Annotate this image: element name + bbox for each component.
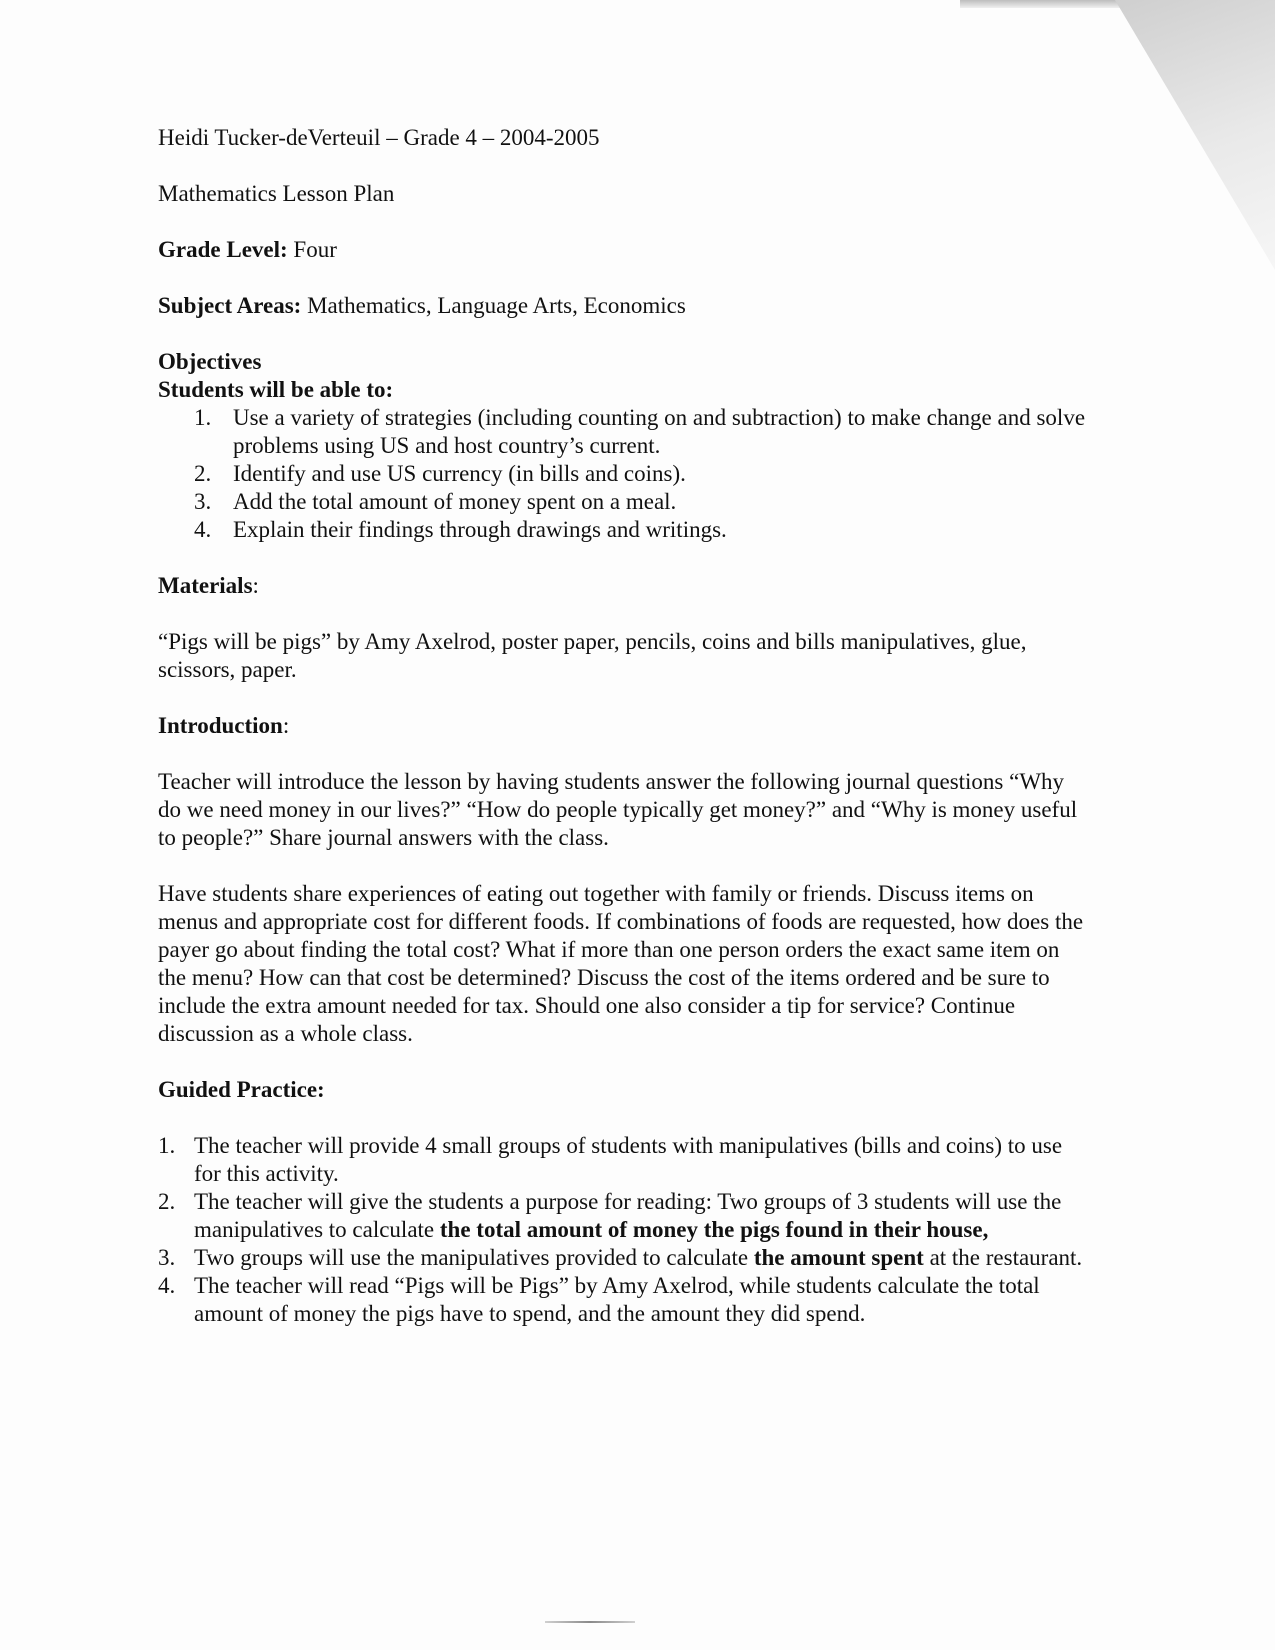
list-number: 1. <box>194 405 212 430</box>
objective-text: Identify and use US currency (in bills and coins). <box>233 461 686 486</box>
materials-colon: : <box>252 573 259 598</box>
introduction-paragraph-1: Teacher will introduce the lesson by having students answer the following journal questions “Why do we need money in our lives?” “How do people typically get money?” and “Why is money useful to people?” Share journal answers with the class. <box>158 769 1078 850</box>
guided-practice-bold-text: the amount spent <box>753 1245 924 1270</box>
introduction-heading <box>158 712 1088 740</box>
subject-areas-line <box>158 292 1088 320</box>
objective-item <box>158 488 1088 516</box>
objective-item <box>158 516 1088 544</box>
list-number: 3. <box>158 1245 176 1270</box>
guided-practice-text: The teacher will read “Pigs will be Pigs” by Amy Axelrod, while students calculate the total amount of money the pigs have to spend, and the amount they did spend. <box>194 1273 1040 1326</box>
introduction-paragraph-2: Have students share experiences of eating out together with family or friends. Discuss items on menus and appropriate cost for different foods. If combinations of foods are requested, how does the payer go about finding the total cost? What if more than one person orders the exact same item on the menu? How can that cost be determined? Discuss the cost of the items ordered and be sure to include the extra amount needed for tax. Should one also consider a tip for service? Continue discussion as a whole class. <box>158 881 1084 1046</box>
objectives-subheading: Students will be able to: <box>158 377 394 402</box>
guided-practice-text: Two groups will use the manipulatives provided to calculate <box>194 1245 754 1270</box>
list-number: 4. <box>158 1273 176 1298</box>
guided-practice-text-after: at the restaurant. <box>923 1245 1083 1270</box>
subject-areas-value: Mathematics, Language Arts, Economics <box>307 293 686 318</box>
guided-practice-heading: Guided Practice: <box>158 1077 325 1102</box>
guided-practice-bold-text: the total amount of money the pigs found in their house, <box>439 1217 989 1242</box>
guided-practice-item <box>158 1272 1088 1328</box>
lesson-plan-body <box>158 124 1088 1328</box>
grade-level-value: Four <box>293 237 337 262</box>
introduction-colon: : <box>282 713 290 738</box>
guided-practice-item <box>158 1132 1088 1188</box>
objective-text: Add the total amount of money spent on a meal. <box>233 489 677 514</box>
scan-corner-shadow <box>1115 0 1275 270</box>
objective-item <box>158 404 1088 460</box>
document-title: Mathematics Lesson Plan <box>158 181 395 206</box>
guided-practice-item <box>158 1244 1088 1272</box>
materials-text: “Pigs will be pigs” by Amy Axelrod, poster paper, pencils, coins and bills manipulatives, glue, scissors, paper. <box>158 629 1027 682</box>
objective-text: Explain their findings through drawings and writings. <box>233 517 727 542</box>
subject-areas-label: Subject Areas: <box>158 293 302 318</box>
list-number: 1. <box>158 1133 176 1158</box>
list-number: 2. <box>194 461 212 486</box>
scan-mark <box>545 1621 635 1623</box>
guided-practice-list <box>158 1132 1088 1328</box>
materials-heading <box>158 572 1088 600</box>
introduction-label: Introduction <box>158 713 283 738</box>
grade-level-line <box>158 236 1088 264</box>
objective-item <box>158 460 1088 488</box>
objectives-heading: Objectives <box>158 349 262 374</box>
materials-label: Materials <box>158 573 253 598</box>
grade-level-label: Grade Level: <box>158 237 288 262</box>
list-number: 3. <box>194 489 212 514</box>
author-line: Heidi Tucker-deVerteuil – Grade 4 – 2004-2005 <box>158 125 600 150</box>
guided-practice-text: The teacher will provide 4 small groups of students with manipulatives (bills and coins) to use for this activity. <box>194 1133 1063 1186</box>
guided-practice-text: The teacher will give the students a purpose for reading: Two groups of 3 students will use the manipulatives to calculate <box>194 1189 1062 1242</box>
list-number: 4. <box>194 517 212 542</box>
objective-text: Use a variety of strategies (including counting on and subtraction) to make change and solve problems using US and host country’s current. <box>233 405 1086 458</box>
guided-practice-item <box>158 1188 1088 1244</box>
objectives-list <box>158 404 1088 544</box>
list-number: 2. <box>158 1189 176 1214</box>
